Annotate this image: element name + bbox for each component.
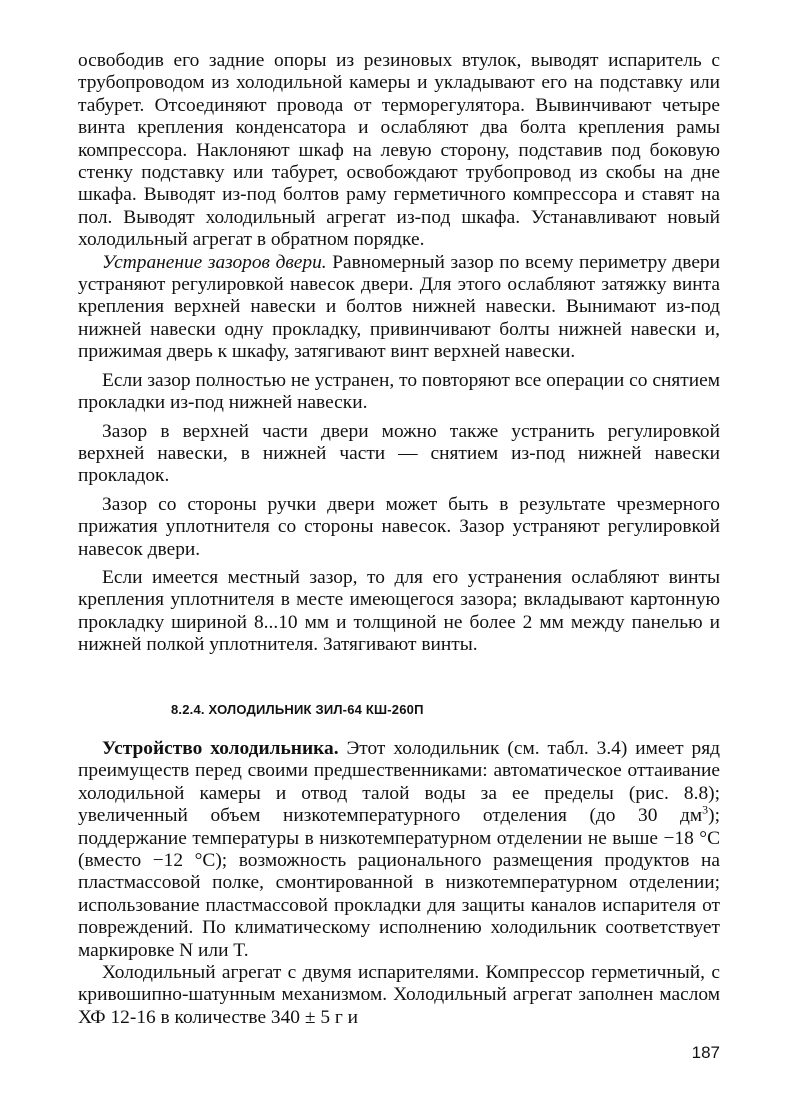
paragraph-last xyxy=(78,962,720,1029)
paragraph-text: освободив его задние опоры из резиновых втулок, выводят испаритель с трубопроводом из холодильной камеры и укладывают его на подставку или табурет. Отсоединяют провода от терморегулятора. Вывинчивают четыре винта крепления конденсатора и ослабляют два болта крепления рамы компрессора. Наклоняют шкаф на левую сторону, подставив под боковую стенку подставку или табурет, освобождают трубопровод из скобы на дне шкафа. Выводят из-под болтов раму герметичного компрессора и ставят на пол. Выводят холодильный агрегат из-под шкафа. Устанавливают новый холодильный агрегат в обратном порядке. xyxy=(78,50,720,251)
paragraph-lead: Устройство холодильника. xyxy=(102,738,339,759)
paragraph-text-continued: ); поддержание температуры в низкотемпературном отделении не выше −18 °С (вместо −12 °С); возможность рационального размещения продуктов на пластмассовой полке, смонтированной в низкотемпературном отделении; использование пластмассовой прокладки для защиты каналов испарителя от повреждений. По климатическому исполнению холодильник соответствует маркировке N или T. xyxy=(78,805,720,961)
paragraph-text: Зазор в верхней части двери можно также устранить регулировкой верхней навески, в нижней части — снятием из-под нижней навески прокладок. xyxy=(78,420,720,487)
paragraph-text: Этот холодильник (см. табл. 3.4) имеет ряд преимуществ перед своими предшественниками: автоматическое оттаивание холодильной камеры и отвод талой воды за ее пределы (рис. 8.8); увеличенный объем низкотемпературного отделения (до 30 дм xyxy=(78,738,720,827)
superscript: 3 xyxy=(702,802,709,817)
paragraph-5 xyxy=(78,494,720,561)
paragraph-door-gaps xyxy=(78,252,720,364)
page-number: 187 xyxy=(691,1043,720,1062)
paragraph-device xyxy=(78,738,720,962)
paragraph-text: Если имеется местный зазор, то для его устранения ослабляют винты крепления уплотнителя в месте имеющегося зазора; вкладывают картонную прокладку шириной 8...10 мм и толщиной не более 2 мм между панелью и нижней полкой уплотнителя. Затягивают винты. xyxy=(78,566,720,656)
paragraph-text: Если зазор полностью не устранен, то повторяют все операции со снятием прокладки из-под нижней навески. xyxy=(78,369,720,414)
paragraph-3 xyxy=(78,370,720,415)
paragraph-text: Равномерный зазор по всему периметру двери устраняют регулировкой навесок двери. Для этого ослабляют затяжку винта крепления верхней навески и болтов нижней навески. Вынимают из-под нижней навески одну прокладку, привинчивают болты нижней навески и, прижимая дверь к шкафу, затягивают винт верхней навески. xyxy=(78,251,721,363)
paragraph-lead: Устранение зазоров двери. xyxy=(102,251,327,273)
paragraph-text: Зазор со стороны ручки двери может быть в результате чрезмерного прижатия уплотнителя со стороны навесок. Зазор устраняют регулировкой навесок двери. xyxy=(78,493,720,560)
section-heading: 8.2.4. ХОЛОДИЛЬНИК ЗИЛ-64 КШ-260П xyxy=(171,702,424,717)
bottom-text-block xyxy=(78,738,720,1029)
top-text-block xyxy=(78,50,720,657)
paragraph-4 xyxy=(78,421,720,488)
paragraph-1 xyxy=(78,50,720,252)
paragraph-6 xyxy=(78,567,720,657)
paragraph-text: Холодильный агрегат с двумя испарителями. Компрессор герметичный, с кривошипно-шатунным механизмом. Холодильный агрегат заполнен маслом ХФ 12-16 в количестве 340 ± 5 г и xyxy=(78,962,720,1028)
